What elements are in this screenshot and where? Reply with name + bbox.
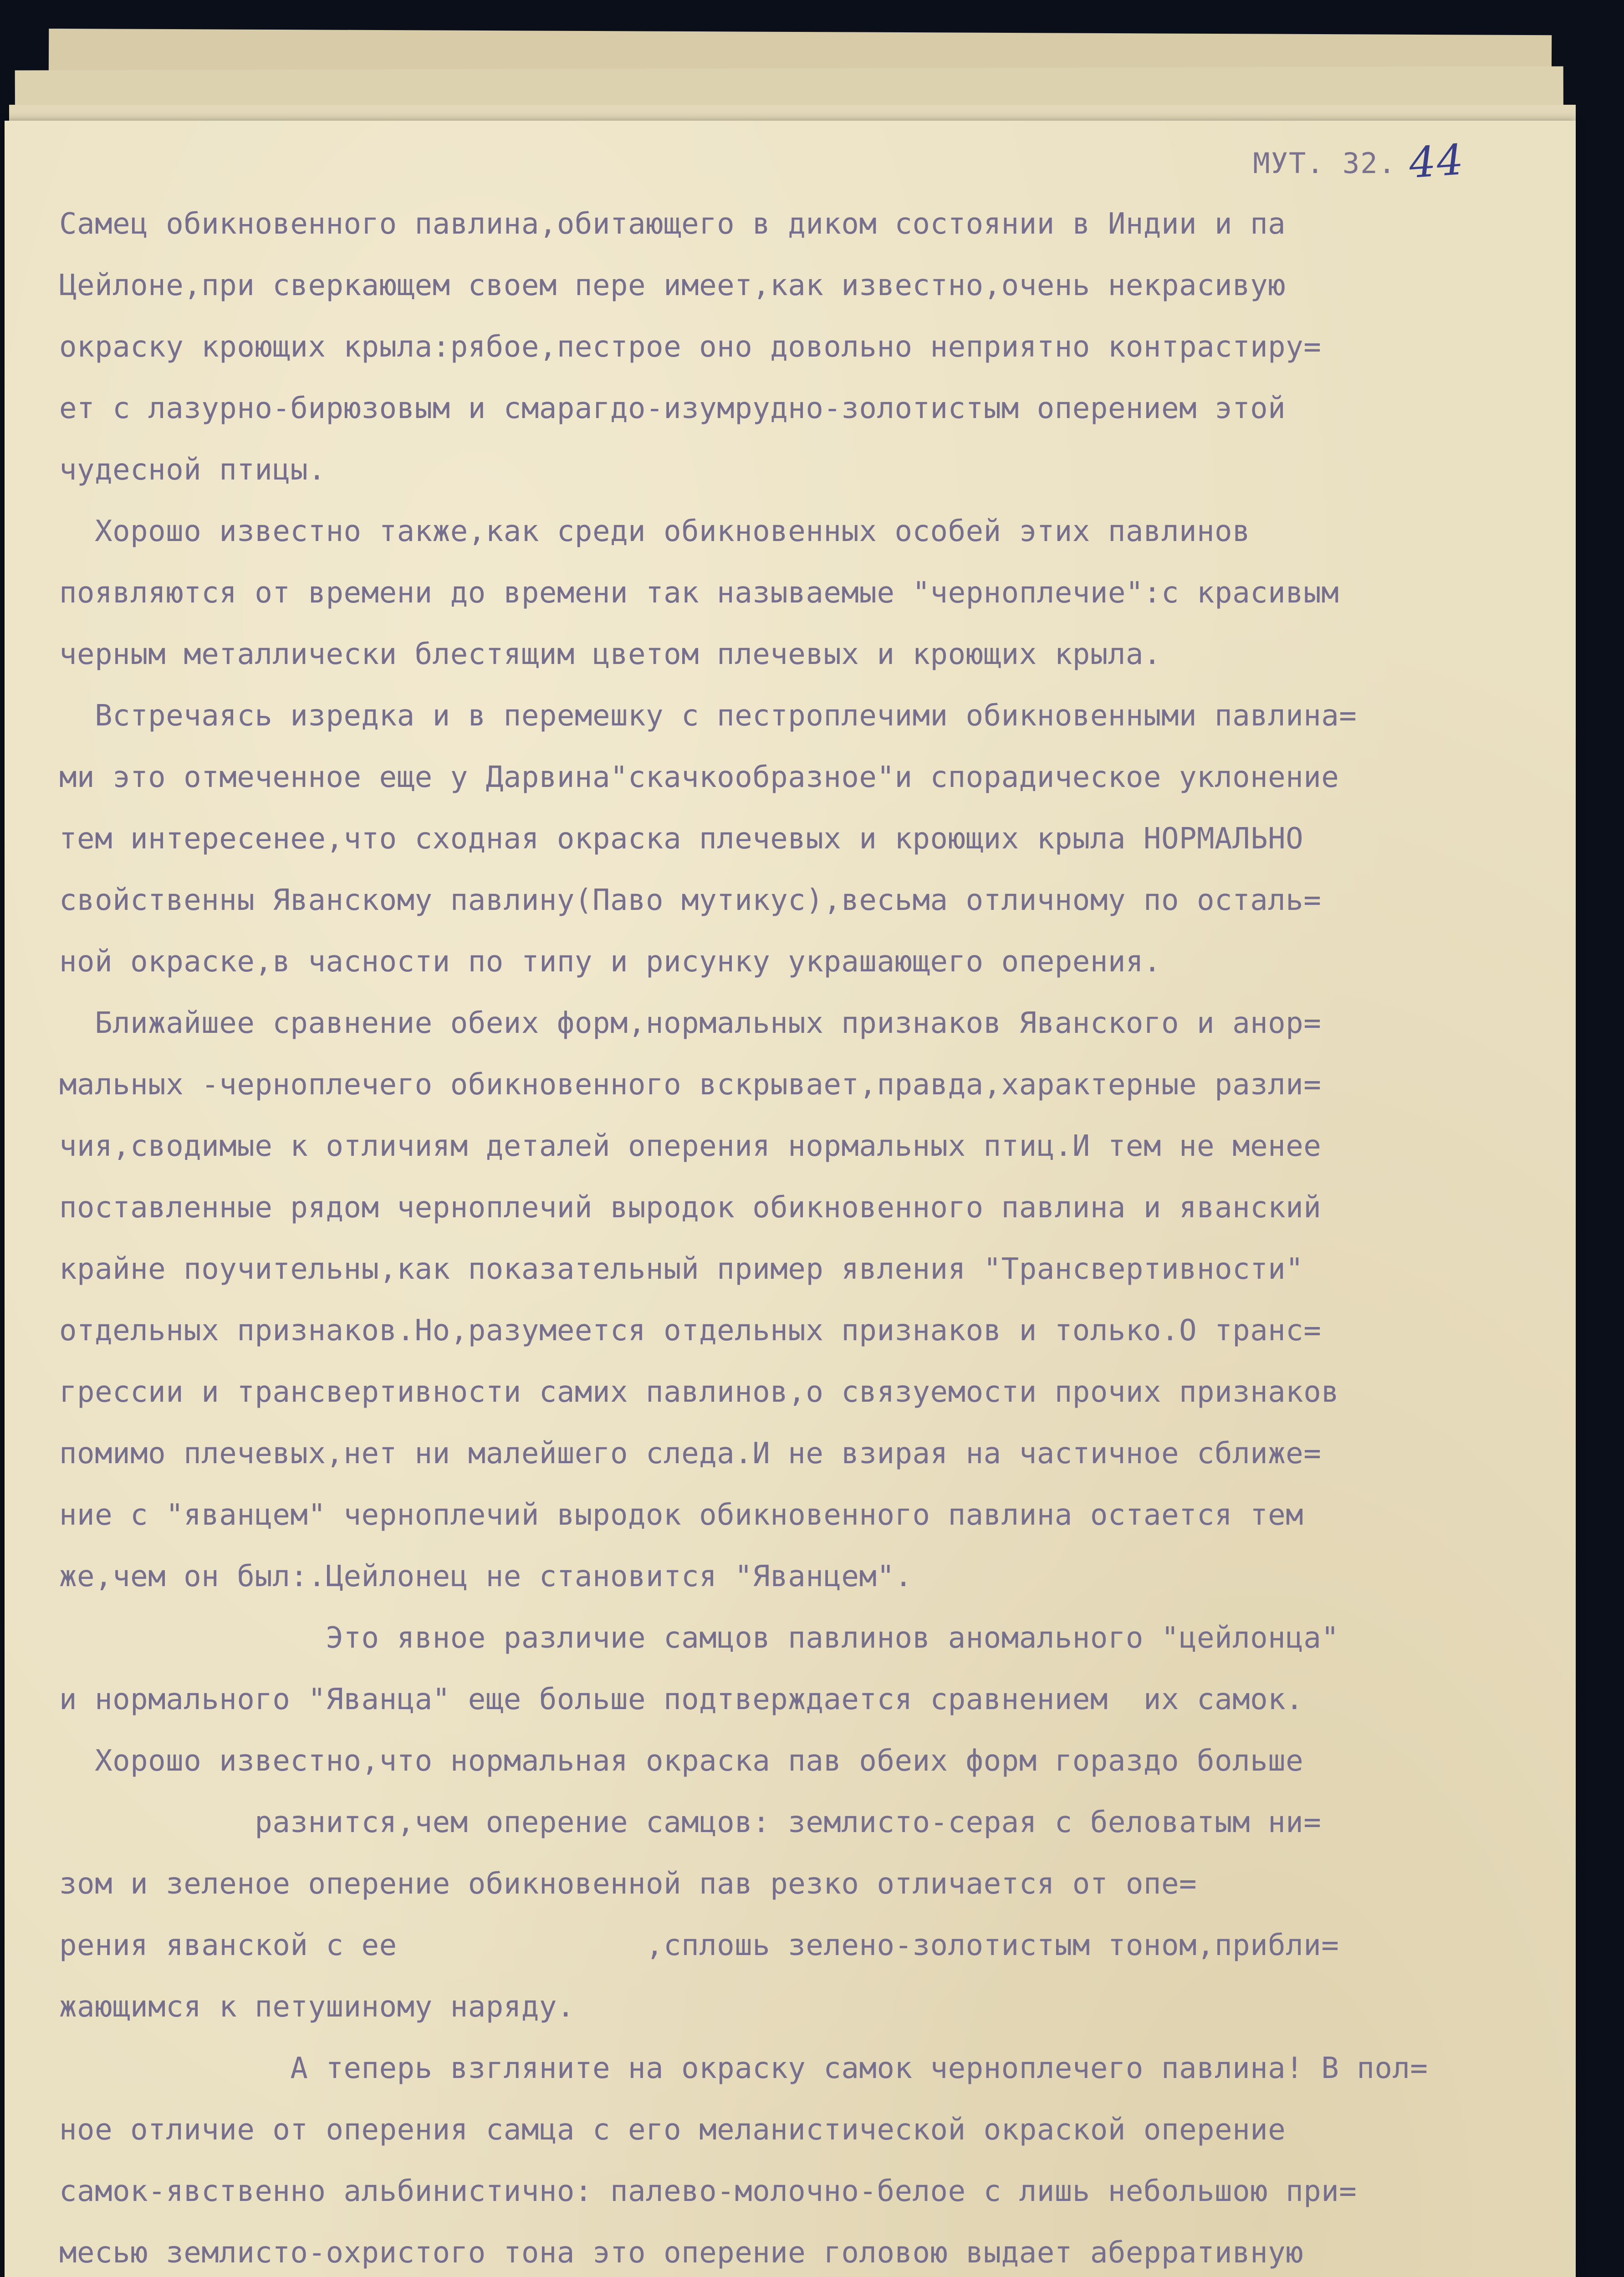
- text-line: чия,сводимые к отличиям деталей оперения нормальных птиц.И тем не менее: [59, 1129, 1322, 1163]
- text-line: поставленные рядом черноплечий выродок обикновенного павлина и яванский: [59, 1191, 1322, 1225]
- text-line: жающимся к петушиному наряду.: [59, 1990, 575, 2024]
- handwritten-folio-number: 44: [1407, 135, 1466, 188]
- text-line: черным металлически блестящим цветом плечевых и кроющих крыла.: [59, 638, 1161, 671]
- text-line: Цейлоне,при сверкающем своем пере имеет,как известно,очень некрасивую: [59, 269, 1286, 302]
- text-line: ной окраске,в часности по типу и рисунку украшающего оперения.: [59, 945, 1161, 979]
- text-line: же,чем он был:.Цейлонец не становится "Яванцем".: [59, 1560, 913, 1593]
- text-line: месью землисто-охристого тона это оперение головою выдает аберративную: [59, 2236, 1304, 2270]
- text-line: окраску кроющих крыла:рябое,пестрое оно довольно неприятно контрастиру=: [59, 330, 1322, 364]
- text-line: крайне поучительны,как показательный пример явления "Трансвертивности": [59, 1252, 1304, 1286]
- text-line: рения яванской с ее ,сплошь зелено-золотистым тоном,прибли=: [59, 1929, 1339, 1962]
- text-line: чудесной птицы.: [59, 453, 326, 487]
- text-line: Хорошо известно,что нормальная окраска пав обеих форм гораздо больше: [59, 1744, 1304, 1778]
- text-line: Хорошо известно также,как среди обикновенных особей этих павлинов: [59, 515, 1251, 548]
- text-line: ние с "яванцем" черноплечий выродок обикновенного павлина остается тем: [59, 1498, 1304, 1532]
- text-line: отдельных признаков.Но,разумеется отдельных признаков и только.О транс=: [59, 1314, 1322, 1348]
- body-text: [59, 194, 1544, 2277]
- text-line: и нормального "Яванца" еще больше подтверждается сравнением их самок.: [59, 1683, 1304, 1716]
- text-line: Встречаясь изредка и в перемешку с пестроплечими обикновенными павлина=: [59, 699, 1357, 733]
- text-line: ное отличие от оперения самца с его меланистической окраской оперение: [59, 2113, 1286, 2147]
- text-line: Ближайшее сравнение обеих форм,нормальных признаков Яванского и анор=: [59, 1006, 1322, 1040]
- text-line: появляются от времени до времени так называемые "черноплечие":с красивым: [59, 576, 1339, 610]
- text-line: Самец обикновенного павлина,обитающего в диком состоянии в Индии и па: [59, 207, 1286, 241]
- text-line: зом и зеленое оперение обикновенной пав резко отличается от опе=: [59, 1867, 1197, 1901]
- typewritten-page: [5, 121, 1576, 2277]
- text-line: мальных -черноплечего обикновенного вскрывает,правда,характерные разли=: [59, 1068, 1322, 1102]
- page-reference: [1253, 134, 1466, 188]
- text-line: грессии и трансвертивности самих павлинов,о связуемости прочих признаков: [59, 1375, 1339, 1409]
- text-line: ми это отмеченное еще у Дарвина"скачкообразное"и спорадическое уклонение: [59, 761, 1339, 794]
- text-line: А теперь взгляните на окраску самок черноплечего павлина! В пол=: [59, 2052, 1428, 2085]
- text-line: самок-явственно альбинистично: палево-молочно-белое с лишь небольшою при=: [59, 2175, 1357, 2208]
- text-line: Это явное различие самцов павлинов аномального "цейлонца": [59, 1621, 1339, 1655]
- text-line: ет с лазурно-бирюзовым и смарагдо-изумрудно-золотистым оперением этой: [59, 392, 1286, 425]
- text-line: тем интересенее,что сходная окраска плечевых и кроющих крыла НОРМАЛЬНО: [59, 822, 1304, 856]
- text-line: помимо плечевых,нет ни малейшего следа.И не взирая на частичное сближе=: [59, 1437, 1322, 1470]
- text-line: свойственны Яванскому павлину(Паво мутикус),весьма отличному по осталь=: [59, 883, 1322, 917]
- text-line: разнится,чем оперение самцов: землисто-серая с беловатым ни=: [59, 1806, 1322, 1839]
- archive-reference: МУТ. 32.: [1253, 147, 1396, 180]
